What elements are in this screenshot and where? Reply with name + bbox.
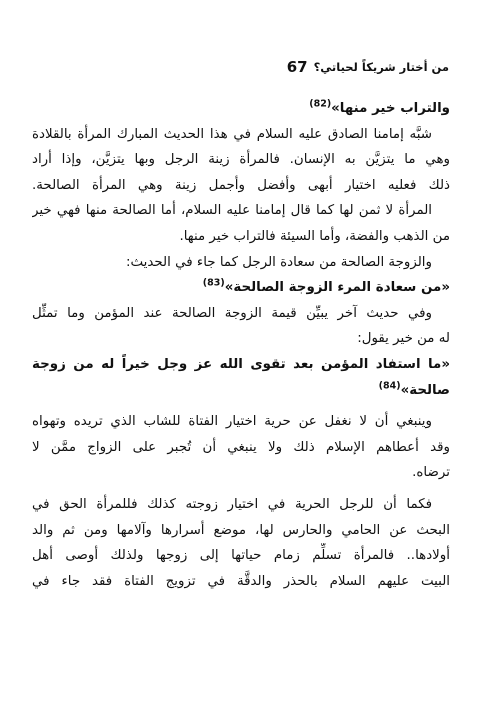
- footnote-ref: (82): [309, 98, 332, 110]
- text-line: [32, 352, 450, 378]
- line-text: ترضاه.: [412, 465, 450, 481]
- text-line: [32, 96, 450, 122]
- line-text: والتراب خير منها»: [331, 101, 450, 116]
- footnote-ref: (83): [202, 277, 225, 289]
- line-text: وفي حديث آخر يبيِّن قيمة الزوجة الصالحة عند المؤمن وما تمثِّل: [32, 305, 432, 321]
- text-line: [32, 198, 450, 224]
- page-body: [32, 96, 450, 594]
- text-line: [32, 250, 450, 276]
- line-text: فكما أن للرجل الحرية في اختيار زوجته كذلك فللمرأة الحق في: [32, 496, 432, 512]
- text-line: [32, 173, 450, 199]
- running-title: من أختار شريكاً لحياتي؟: [313, 60, 449, 74]
- line-text: والزوجة الصالحة من سعادة الرجل كما جاء في الحديث:: [125, 254, 432, 270]
- line-text: «من سعادة المرء الزوجة الصالحة»: [224, 280, 450, 296]
- line-text: وينبغي أن لا نغفل عن حرية اختيار الفتاة للشاب الذي تريده وتهواه: [32, 414, 432, 430]
- text-line: [32, 569, 450, 595]
- text-line: [32, 326, 450, 352]
- footnote-ref: (84): [378, 380, 401, 392]
- line-text: البحث عن الحامي والحارس لها، موضع أسرارها وآلامها ومن ثم والد: [32, 522, 450, 538]
- line-text: من الذهب والفضة، وأما السيئة فالتراب خير منها.: [179, 228, 450, 244]
- text-line: [32, 378, 450, 404]
- text-line: [32, 147, 450, 173]
- line-text: ذلك فعليه اختيار أبهى وأفضل وأجمل زينة وهي المرأة الصالحة.: [32, 177, 450, 193]
- line-text: شبَّه إمامنا الصادق عليه السلام في هذا الحديث المبارك المرأة بالقلادة: [32, 126, 432, 142]
- line-text: البيت عليهم السلام بالحذر والدقَّة في تزويج الفتاة فقد جاء في: [32, 573, 450, 589]
- text-line: [32, 460, 450, 486]
- text-line: [32, 224, 450, 250]
- text-line: [32, 409, 450, 435]
- line-text: «ما استفاد المؤمن بعد تقوى الله عز وجل خيراً له من زوجة: [32, 356, 450, 372]
- line-text: صالحة»: [400, 382, 450, 398]
- text-line: [32, 435, 450, 461]
- line-text: وهي ما يتزيَّن به الإنسان. فالمرأة زينة الرجل وبها يتزيَّن، وإذا أراد: [32, 152, 450, 168]
- text-line: [32, 275, 450, 301]
- line-text: المرأة لا ثمن لها كما قال إمامنا عليه السلام، أما الصالحة منها فهي خير: [32, 203, 432, 219]
- text-line: [32, 543, 450, 569]
- text-line: [32, 492, 450, 518]
- text-line: [32, 122, 450, 148]
- line-text: له من خير يقول:: [357, 331, 450, 347]
- page-header: [30, 56, 449, 78]
- text-line: [32, 301, 450, 327]
- line-text: وقد أعطاهم الإسلام ذلك ولا ينبغي أن تُجبر على الزواج ممَّن لا: [32, 439, 450, 455]
- page-number: 67: [286, 58, 308, 76]
- line-text: أولادها.. فالمرأة تسلِّم زمام حياتها إلى زوجها ولذلك أوصى أهل: [32, 548, 450, 564]
- text-line: [32, 518, 450, 544]
